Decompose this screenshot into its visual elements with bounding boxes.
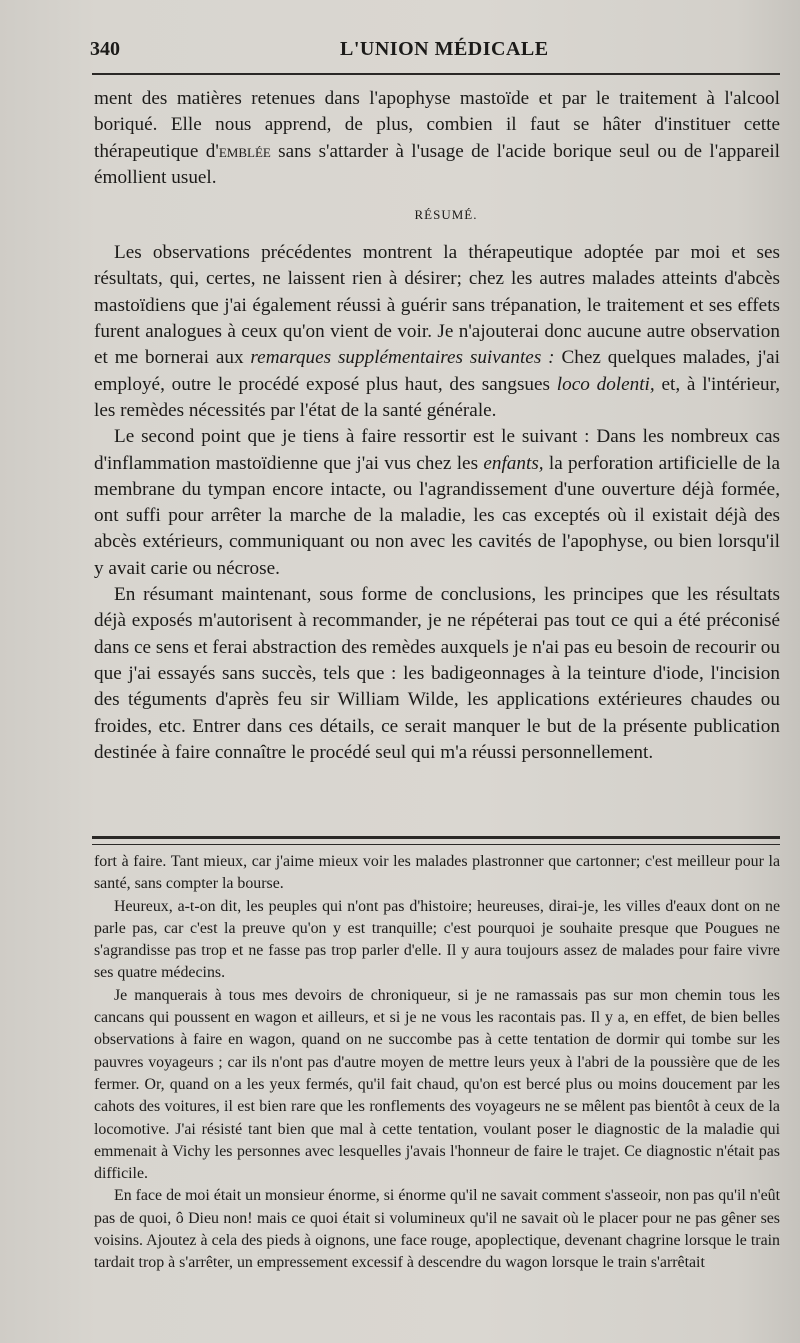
summary-paragraph-2 [94,424,780,582]
intro-text-a: ment des matières retenues dans l'apophyse mastoïde et par le traitement à l'alcool boriqué. Elle nous apprend, de plus, combien il faut se hâter d'instituer cette thérapeutique d' [94,88,780,162]
para2-italic: enfants, [483,452,544,474]
para1-text-a: Les observations précédentes montrent la thérapeutique adoptée par moi et ses résultats, qui, certes, ne laissent rien à désirer; chez les autres malades atteints d'abcès mastoïdiens que j'ai également réussi à guérir sans trépanation, le traitement et ses effets furent analogues à ceux qu'on vient de voir. Je n'ajouterai donc aucune autre observation et me bornerai aux [94,242,780,369]
intro-text-b: sans s'attarder à l'usage de l'acide borique seul ou de l'appareil émollient usuel. [94,140,781,188]
feuilleton-rule-thin [92,844,780,845]
section-heading: RÉSUMÉ. [414,207,478,223]
feuilleton-text [94,851,780,1275]
feuilleton-rule-thick [92,836,780,839]
para1-text-b: Chez quelques malades, j'ai employé, outre le procédé exposé plus haut, des sangsues [94,347,780,395]
para2-text-a: Le second point que je tiens à faire ressortir est le suivant : Dans les nombreux cas d'inflammation mastoïdienne que j'ai vus chez les [94,426,780,474]
feuilleton-paragraph-4: En face de moi était un monsieur énorme, si énorme qu'il ne savait comment s'asseoir, non pas qu'il n'eût pas de quoi, ô Dieu non! mais ce quoi était si volumineux qu'il ne savait où le placer pour ne pas gêner ses voisins. Ajoutez à cela des pieds à oignons, une face rouge, apoplectique, devenant chagrine lorsque le train tardait trop à s'arrêter, un empressement excessif à descendre du wagon lorsque le train s'arrêtait [94,1187,780,1272]
intro-paragraph [94,86,780,191]
page-number: 340 [90,38,120,60]
para1-italic-2: loco dolenti, [556,373,655,395]
running-title: L'UNION MÉDICALE [340,38,549,60]
summary-paragraph-1 [94,240,780,424]
para1-italic-1: remarques supplémentaires suivantes : [250,347,555,369]
main-text [94,86,780,766]
page-header [90,38,780,62]
feuilleton-paragraph-3: Je manquerais à tous mes devoirs de chroniqueur, si je ne ramassais pas sur mon chemin tous les cancans qui poussent en wagon et ailleurs, et si je ne vous les racontais pas. Il y a, en effet, de bien belles observations à faire en wagon, quand on ne succombe pas à cette tentation de dormir qui tombe sur les pauvres voyageurs ; car ils n'ont pas d'autre moyen de mettre leurs yeux à l'abri de la poussière que de les fermer. Or, quand on a les yeux fermés, qu'il fait chaud, qu'on est bercé plus ou moins doucement par les cahots des voitures, il est bien rare que les ronflements des voyageurs ne se mêlent pas bientôt à ceux de la locomotive. J'ai résisté tant bien que mal à cette tentation, voulant poser le diagnostic de la maladie qui emmenait à Vichy les personnes avec lesquelles j'avais l'honneur de faire le trajet. Ce diagnostic n'était pas difficile. [94,986,780,1183]
summary-paragraph-3: En résumant maintenant, sous forme de conclusions, les principes que les résultats déjà exposés m'autorisent à recommander, je ne répéterai pas tout ce qui a été préconisé dans ce sens et ferai abstraction des remèdes auxquels je n'ai pas eu besoin de recourir ou que j'ai essayés sans succès, tels que : les badigeonnages à la teinture d'iode, l'incision des téguments d'après feu sir William Wilde, les applications extérieures chaudes ou froides, etc. Entrer dans ces détails, ce serait manquer le but de la présente publication destinée à faire connaître le procédé seul qui m'a réussi personnellement. [94,584,780,763]
header-rule [92,73,780,75]
para1-text-c: et, à l'intérieur, les remèdes nécessités par l'état de la santé générale. [94,373,780,421]
intro-smallcaps: emblée [218,140,271,162]
para2-text-b: la perforation artificielle de la membrane du tympan encore intacte, ou l'agrandissement d'une ouverture déjà formée, ont suffi pour arrêter la marche de la maladie, les cas exceptés où il existait déjà des abcès extérieurs, communiquant ou non avec les cavités de l'apophyse, ou bien lorsqu'il y avait carie ou nécrose. [94,452,781,579]
feuilleton-paragraph-1: fort à faire. Tant mieux, car j'aime mieux voir les malades plastronner que cartonner; c'est meilleur pour la santé, sans compter la bourse. [94,853,780,893]
feuilleton-paragraph-2: Heureux, a-t-on dit, les peuples qui n'ont pas d'histoire; heureuses, dirai-je, les villes d'eaux dont on ne parle pas, car c'est la preuve qu'on y est tranquille; c'est pourquoi je souhaite presque que Pougues ne s'agrandisse pas trop et ne fasse pas trop parler d'elle. Il y aura toujours assez de malades pour faire vivre ses quatre médecins. [94,897,780,982]
